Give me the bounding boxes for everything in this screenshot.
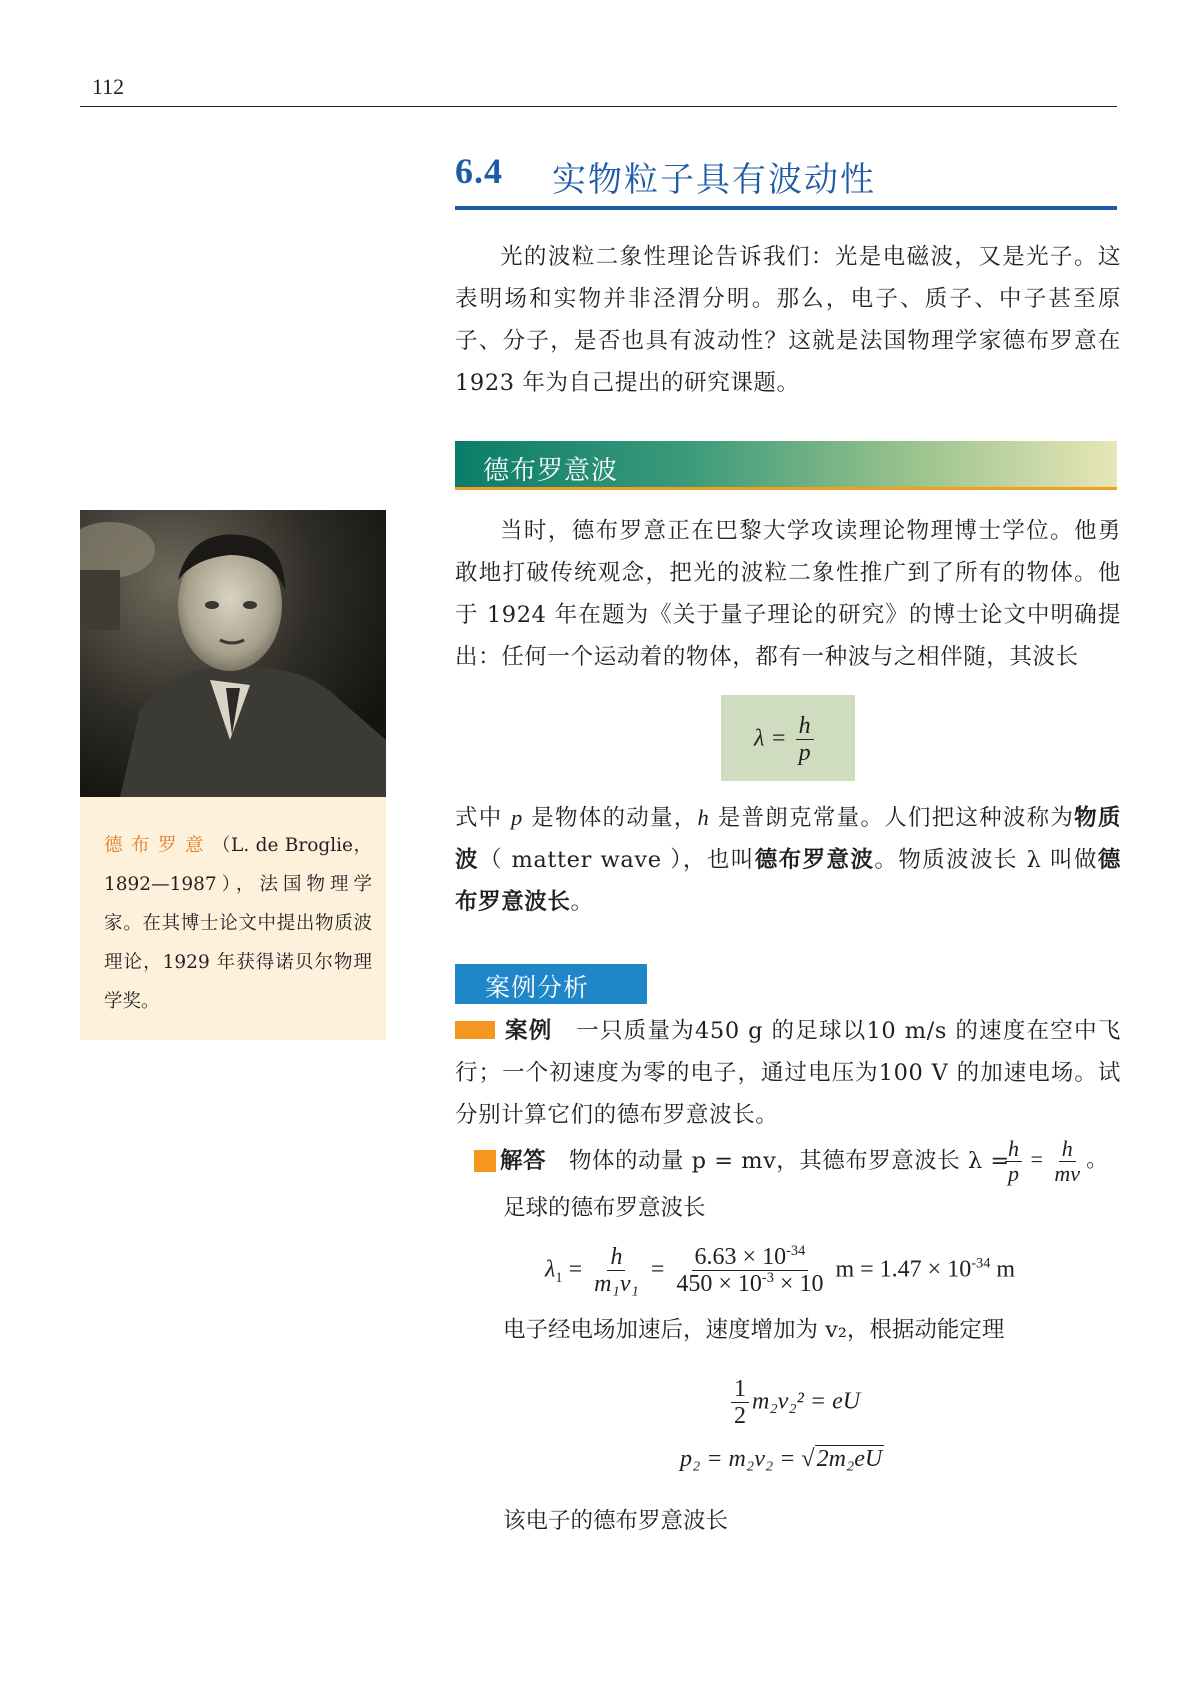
page-number: 112 (92, 74, 125, 99)
matter-wave-paragraph (455, 797, 1121, 923)
text: 式中 (455, 805, 511, 831)
caption-body: （L. de Broglie，1892—1987），法国物理学家。在其博士论文中提出物质波理论，1929 年获得诺贝尔物理学奖。 (104, 835, 372, 1012)
term-matter-wave: 物质波 (455, 805, 1122, 873)
var-p: p (510, 805, 523, 830)
case-label: 案例 (505, 1018, 553, 1044)
ball-wavelength-line: 足球的德布罗意波长 (503, 1195, 706, 1221)
formula-lhs: λ = (754, 725, 787, 752)
case-analysis-title: 案例分析 (485, 973, 590, 1002)
eq1-lhs: λ (545, 1256, 556, 1283)
term-debroglie-wave: 德布罗意波 (754, 847, 875, 873)
eq3-lhs: p₂ = m₂v₂ = (680, 1446, 796, 1472)
title-rule (455, 206, 1117, 210)
answer-fractions: $\frac{h}{p}$ = $\frac{h}{mv}$ 。 (1002, 1137, 1108, 1186)
ball-wavelength-equation: $\lambda_1$ = $\frac{h}{\text{m₁v₁}}$ = $\frac{6.63 \times 10^{-34}}{450 \times 10^{-3} \times 10}$ $m = 1.47 \times 10^{-34}$ m (545, 1243, 1016, 1298)
term-debroglie-wavelength: 德布罗意波长 (455, 847, 1121, 915)
eq1-num1: h (607, 1244, 625, 1271)
debroglie-formula (754, 713, 817, 767)
section-number: 6.4 (455, 151, 503, 191)
text: 。物质波波长 λ 叫做 (874, 847, 1098, 873)
text: 是物体的动量， (522, 805, 698, 831)
eq1-result: m = 1.47 × 10 (835, 1256, 972, 1283)
eq1-den2-exp: -3 (761, 1270, 774, 1287)
case-text: 一只质量为450 g 的足球以10 m/s 的速度在空中飞行；一个初速度为零的电子，通过电压为100 V 的加速电场。试分别计算它们的德布罗意波长。 (455, 1018, 1121, 1128)
eq2-body: m₂v₂² = eU (752, 1388, 861, 1415)
section-title: 实物粒子具有波动性 (552, 160, 876, 200)
answer-text: 物体的动量 p = mv，其德布罗意波长 λ = (569, 1148, 1010, 1174)
eq1-result-exp: -34 (971, 1255, 991, 1272)
answer-line (500, 1143, 1010, 1175)
formula-denominator: p (798, 740, 811, 767)
eq1-unit: m (990, 1256, 1016, 1283)
eq1-den2a: 450 × 10 (676, 1271, 762, 1298)
electron-line: 电子经电场加速后，速度增加为 v₂，根据动能定理 (503, 1317, 1005, 1343)
kinetic-energy-equation: $\frac{1}{2}$ m₂v₂² = eU (728, 1376, 860, 1430)
caption-name: 德布罗意 (104, 835, 213, 856)
intro-paragraph: 光的波粒二象性理论告诉我们：光是电磁波，又是光子。这表明场和实物并非泾渭分明。那么，电子、质子、中子甚至原子、分子，是否也具有波动性？这就是法国物理学家德布罗意在 1923 年为自己提出的研究课题。 (455, 244, 1121, 396)
eq1-den2b: × 10 (773, 1271, 824, 1298)
portrait-image (80, 510, 386, 797)
formula-numerator: h (796, 713, 814, 740)
answer-marker-icon (474, 1150, 496, 1172)
text: 是普朗克常量。人们把这种波称为 (709, 805, 1075, 831)
answer-end: 。 (1086, 1146, 1109, 1172)
var-h: h (697, 805, 710, 830)
header-rule (80, 106, 1117, 107)
subsection-title: 德布罗意波 (483, 456, 619, 486)
final-line: 该电子的德布罗意波长 (503, 1508, 729, 1534)
momentum-equation: p₂ = m₂v₂ = √2m₂eU (680, 1446, 883, 1472)
debroglie-paragraph: 当时，德布罗意正在巴黎大学攻读理论物理博士学位。他勇敢地打破传统观念，把光的波粒二象性推广到了所有的物体。他于 1924 年在题为《关于量子理论的研究》的博士论文中明确提出：任何一个运动着的物体，都有一种波与之相伴随，其波长 (455, 518, 1121, 670)
eq1-num2-exp: -34 (786, 1243, 806, 1259)
portrait-caption (104, 826, 372, 1021)
answer-label: 解答 (500, 1148, 547, 1174)
eq1-num2: 6.63 × 10 (694, 1244, 787, 1270)
eq1-den1: m₁v₁ (594, 1271, 639, 1298)
text: （ matter wave ），也叫 (478, 847, 755, 873)
case-paragraph (455, 1010, 1121, 1136)
eq3-sqrt: 2m₂eU (816, 1446, 883, 1472)
text: 。 (570, 889, 594, 915)
